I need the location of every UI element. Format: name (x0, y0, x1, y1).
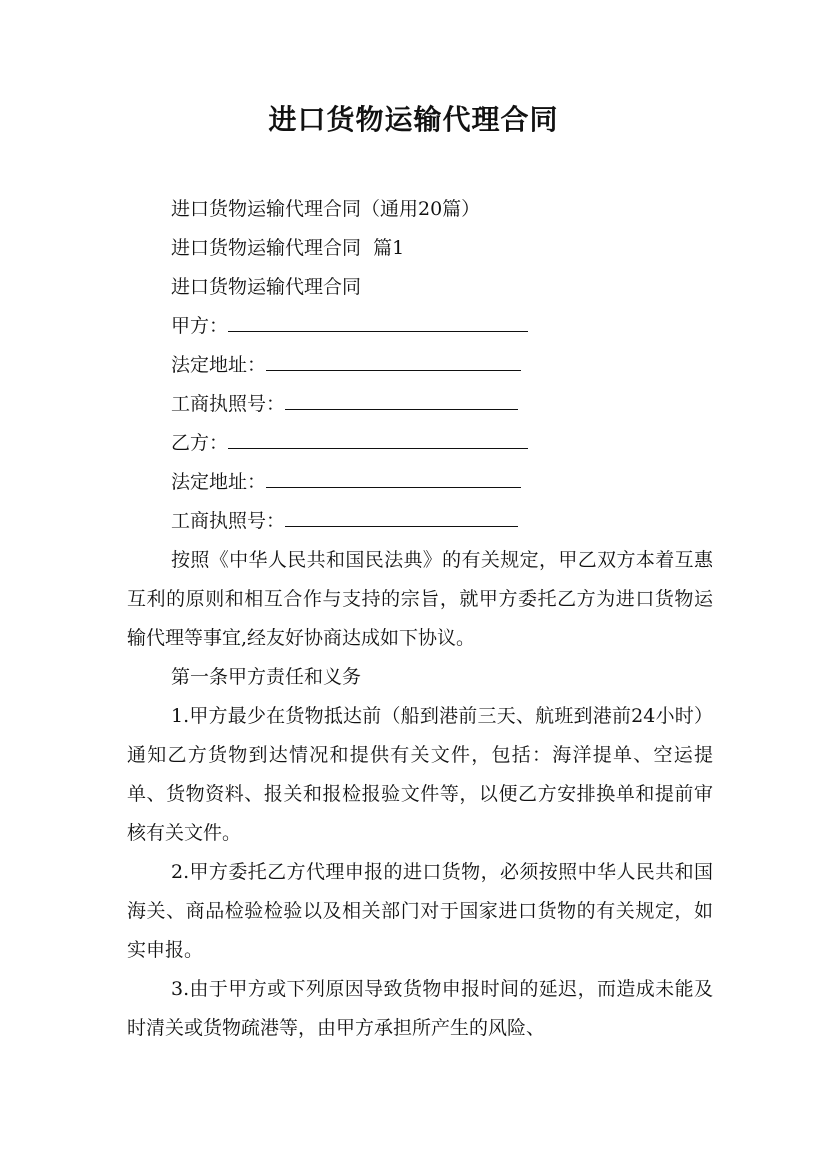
party-a-address-blank[interactable] (266, 350, 521, 371)
party-b-address-label: 法定地址： (171, 471, 267, 493)
party-a-blank[interactable] (228, 311, 528, 332)
party-a-license-label: 工商执照号： (171, 393, 286, 415)
preamble-paragraph: 按照《中华人民共和国民法典》的有关规定，甲乙双方本着互惠互利的原则和相互合作与支持的宗旨，就甲方委托乙方为进口货物运输代理等事宜,经友好协商达成如下协议。 (127, 549, 713, 649)
party-b-license-field (127, 502, 713, 541)
clause-3-paragraph: 3.由于甲方或下列原因导致货物申报时间的延迟，而造成未能及时清关或货物疏港等，由甲方承担所产生的风险、 (127, 978, 713, 1039)
party-b-license-label: 工商执照号： (171, 510, 286, 532)
party-a-address-field (127, 346, 713, 385)
party-b-address-blank[interactable] (266, 467, 521, 488)
party-a-license-field (127, 385, 713, 424)
party-a-field (127, 307, 713, 346)
document-body (127, 190, 713, 1048)
party-a-label: 甲方： (171, 315, 229, 337)
article1-heading: 第一条甲方责任和义务 (171, 666, 362, 688)
document-subtitle: 进口货物运输代理合同（通用20篇） (171, 198, 481, 220)
party-b-label: 乙方： (171, 432, 229, 454)
clause-1-paragraph: 1.甲方最少在货物抵达前（船到港前三天、航班到港前24小时）通知乙方货物到达情况和提供有关文件，包括：海洋提单、空运提单、货物资料、报关和报检报验文件等，以便乙方安排换单和提前审核有关文件。 (127, 705, 713, 844)
contract-name: 进口货物运输代理合同 (171, 276, 362, 298)
party-b-address-field (127, 463, 713, 502)
party-a-address-label: 法定地址： (171, 354, 267, 376)
party-a-license-blank[interactable] (285, 389, 518, 410)
party-b-field (127, 424, 713, 463)
section-heading: 进口货物运输代理合同 篇1 (171, 237, 405, 259)
party-b-license-blank[interactable] (285, 506, 518, 527)
document-title: 进口货物运输代理合同 (268, 103, 559, 136)
clause-2-paragraph: 2.甲方委托乙方代理申报的进口货物，必须按照中华人民共和国海关、商品检验检验以及相关部门对于国家进口货物的有关规定，如实申报。 (127, 861, 713, 961)
party-b-blank[interactable] (228, 428, 528, 449)
